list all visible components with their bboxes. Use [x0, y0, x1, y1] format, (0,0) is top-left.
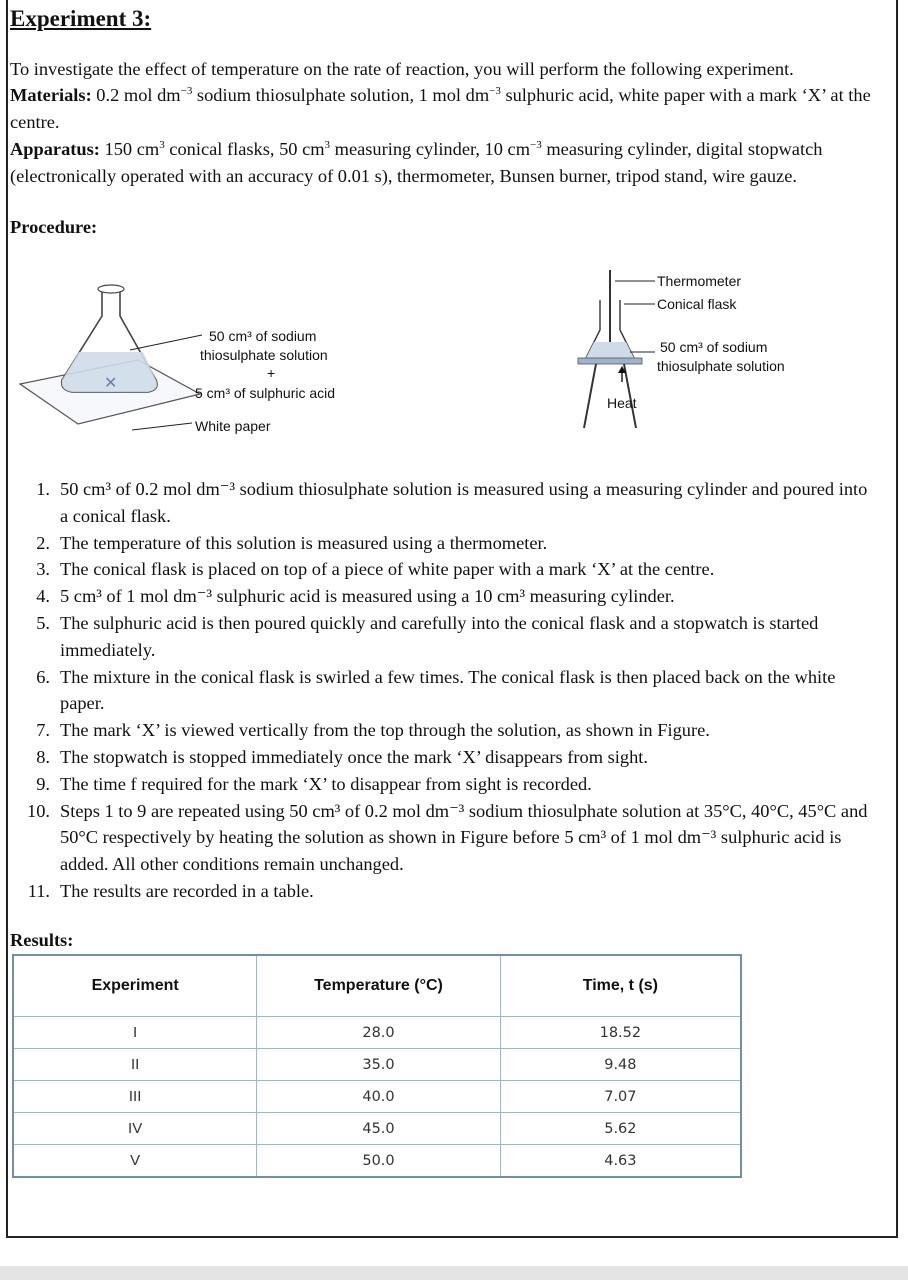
step-text: The time f required for the mark ‘X’ to disappear from sight is recorded. [60, 773, 592, 794]
step-number: 10. [27, 800, 50, 821]
diagram-label-thermometer: Thermometer [657, 273, 742, 289]
diagram-label-heat: Heat [607, 395, 637, 411]
cell-time: 4.63 [500, 1145, 741, 1178]
cell-experiment: II [13, 1049, 257, 1081]
list-item [20, 798, 880, 878]
step-text: The temperature of this solution is measured using a thermometer. [60, 532, 548, 553]
step-number: 3. [36, 559, 50, 580]
list-item [20, 610, 880, 664]
apparatus-text: measuring cylinder, digital stopwatch (electronically operated with an accuracy of 0.01 s), thermometer, Bunsen burner, tripod stand, wire gauze. [10, 139, 823, 186]
diagram-label-sodium: 50 cm³ of sodium [209, 328, 317, 344]
procedure-diagram [10, 242, 890, 462]
superscript: 3 [159, 138, 165, 151]
step-number: 7. [36, 720, 50, 741]
cell-experiment: III [13, 1081, 257, 1113]
left-setup [20, 285, 335, 434]
step-text: The mixture in the conical flask is swirled a few times. The conical flask is then placed back on the white paper. [60, 666, 836, 714]
header-time: Time, t (s) [500, 955, 741, 1017]
step-number: 11. [27, 880, 50, 901]
header-temperature: Temperature (°C) [257, 955, 500, 1017]
apparatus-text: 150 cm [99, 139, 160, 159]
materials-label: Materials: [10, 85, 92, 105]
cell-temperature: 35.0 [257, 1049, 500, 1081]
materials-text: sulphuric acid, white paper with a mark ‘X’ at the centre. [10, 85, 871, 132]
cell-temperature: 28.0 [257, 1017, 500, 1049]
materials-text: sodium thiosulphate solution, 1 mol dm [192, 85, 490, 105]
list-item [20, 744, 880, 771]
step-text: The sulphuric acid is then poured quickly and carefully into the conical flask and a stopwatch is started immediately. [60, 612, 819, 660]
list-item [20, 556, 880, 583]
list-item [20, 530, 880, 557]
cell-experiment: V [13, 1145, 257, 1178]
procedure-label: Procedure: [10, 217, 98, 237]
list-item [20, 771, 880, 798]
wire-gauze [578, 358, 642, 364]
diagram-label-thiosulphate: thiosulphate solution [200, 347, 328, 363]
table-row [13, 1049, 741, 1081]
cell-time: 9.48 [500, 1049, 741, 1081]
diagram-label-sodium-right: 50 cm³ of sodium [660, 339, 768, 355]
intro-text: To investigate the effect of temperature on the rate of reaction, you will perform the following experiment. [10, 59, 794, 79]
cell-time: 7.07 [500, 1081, 741, 1113]
leader-line [132, 423, 192, 430]
step-text: The results are recorded in a table. [60, 880, 314, 901]
step-number: 6. [36, 666, 50, 687]
step-number: 1. [36, 479, 50, 499]
diagram-label-plus: + [267, 365, 276, 381]
materials-text: 0.2 mol dm [91, 85, 181, 105]
x-mark-icon: ✕ [104, 375, 118, 392]
superscript: 3 [324, 138, 331, 151]
diagram-label-thiosulphate-right: thiosulphate solution [657, 358, 785, 374]
table-row [13, 1145, 741, 1178]
table-header-row [13, 955, 741, 1017]
cell-temperature: 40.0 [257, 1081, 500, 1113]
list-item [20, 476, 880, 530]
list-item [20, 878, 880, 905]
step-text: 5 cm³ of 1 mol dm⁻³ sulphuric acid is measured using a 10 cm³ measuring cylinder. [60, 586, 675, 607]
step-text: The conical flask is placed on top of a piece of white paper with a mark ‘X’ at the centre. [60, 559, 715, 580]
list-item [20, 664, 880, 718]
cell-experiment: I [13, 1017, 257, 1049]
bottom-scroll-strip [0, 1266, 908, 1280]
cell-temperature: 50.0 [257, 1145, 500, 1178]
apparatus-text: conical flasks, 50 cm [164, 139, 325, 159]
table-row [13, 1113, 741, 1145]
diagram-label-white-paper: White paper [195, 418, 271, 434]
superscript: −3 [530, 138, 542, 151]
diagram-label-sulphuric: 5 cm³ of sulphuric acid [195, 385, 336, 401]
diagram-label-conical-flask: Conical flask [657, 296, 737, 312]
apparatus-label: Apparatus: [10, 139, 100, 159]
right-setup [578, 270, 785, 428]
step-text: 50 cm³ of 0.2 mol dm⁻³ sodium thiosulphate solution is measured using a measuring cylinder and poured into a conical flask. [60, 479, 868, 526]
step-text: The stopwatch is stopped immediately once the mark ‘X’ disappears from sight. [60, 746, 649, 767]
results-label: Results: [10, 930, 74, 950]
cell-temperature: 45.0 [257, 1113, 500, 1145]
step-text: Steps 1 to 9 are repeated using 50 cm³ of 0.2 mol dm⁻³ sodium thiosulphate solution at 35°C, 40°C, 45°C and 50°C respectively by heating the solution as shown in Figure before 5 cm³ of 1 mol dm⁻³ sulphuric acid is added. All other conditions remain unchanged. [60, 800, 868, 875]
diagram-svg [10, 242, 890, 462]
step-number: 9. [36, 773, 50, 794]
superscript: −3 [489, 84, 501, 97]
cell-experiment: IV [13, 1113, 257, 1145]
step-number: 5. [36, 612, 50, 633]
apparatus-text: measuring cylinder, 10 cm [330, 139, 531, 159]
page-title: Experiment 3: [10, 6, 152, 31]
cell-time: 5.62 [500, 1113, 741, 1145]
flask-mouth [98, 285, 124, 293]
step-number: 2. [36, 532, 50, 553]
table-row [13, 1081, 741, 1113]
step-number: 4. [36, 586, 50, 607]
header-experiment: Experiment [13, 955, 257, 1017]
leader-line [130, 335, 202, 350]
tripod-leg [584, 364, 596, 428]
cell-time: 18.52 [500, 1017, 741, 1049]
results-table [12, 954, 742, 1178]
heated-solution [586, 342, 634, 358]
materials-paragraph [10, 82, 888, 135]
table-row [13, 1017, 741, 1049]
list-item [20, 717, 880, 744]
superscript: −3 [180, 84, 193, 97]
apparatus-paragraph [10, 136, 888, 189]
step-text: The mark ‘X’ is viewed vertically from the top through the solution, as shown in Figure. [60, 720, 710, 741]
procedure-steps-list [20, 476, 880, 905]
list-item [20, 583, 880, 610]
step-number: 8. [36, 746, 50, 767]
